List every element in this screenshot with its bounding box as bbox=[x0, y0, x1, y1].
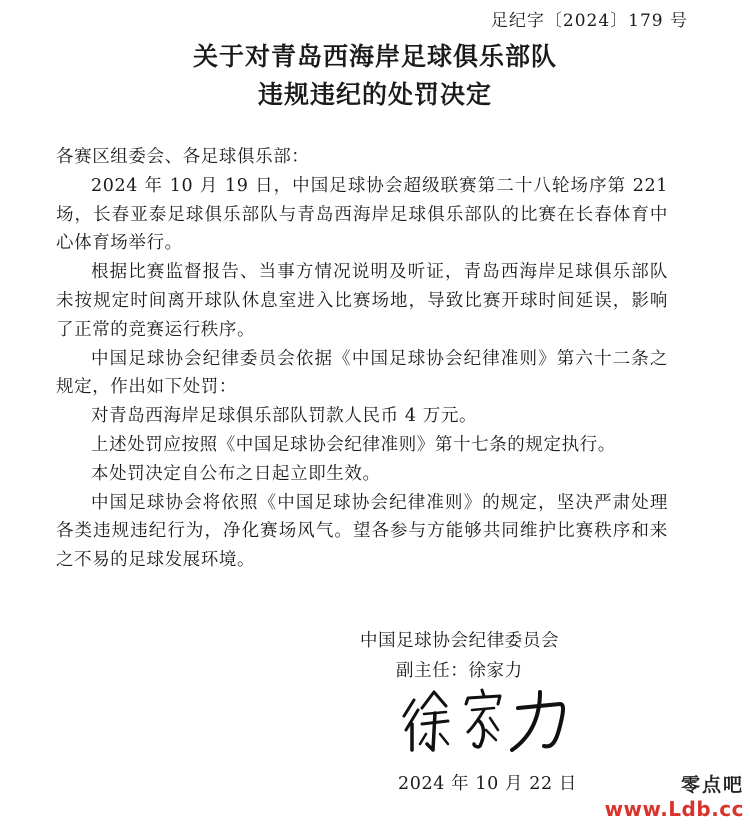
watermark-url: www.Ldb.cc bbox=[604, 797, 744, 821]
signing-organization: 中国足球协会纪律委员会 bbox=[360, 631, 560, 651]
signature-block bbox=[360, 626, 620, 686]
signatory-role: 副主任：徐家力 bbox=[396, 661, 523, 681]
addressee: 各赛区组委会、各足球俱乐部： bbox=[56, 147, 310, 167]
document-title bbox=[0, 38, 750, 114]
watermark-site-name: 零点吧 bbox=[680, 774, 744, 796]
paragraph-1: 2024 年 10 月 19 日，中国足球协会超级联赛第二十八轮场序第 221 场，长春亚泰足球俱乐部队与青岛西海岸足球俱乐部队的比赛在长春体育中心体育场举行。 bbox=[56, 175, 668, 254]
title-line-2: 违规违纪的处罚决定 bbox=[257, 80, 492, 109]
paragraph-2: 根据比赛监督报告、当事方情况说明及听证，青岛西海岸足球俱乐部队未按规定时间离开球队休息室进入比赛场地，导致比赛开球时间延误，影响了正常的竞赛运行秩序。 bbox=[56, 262, 668, 340]
paragraph-3: 中国足球协会纪律委员会依据《中国足球协会纪律准则》第六十二条之规定，作出如下处罚： bbox=[56, 348, 668, 398]
paragraph-6: 本处罚决定自公布之日起立即生效。 bbox=[91, 463, 381, 484]
title-line-1: 关于对青岛西海岸足球俱乐部队 bbox=[192, 42, 557, 71]
paragraph-7: 中国足球协会将依照《中国足球协会纪律准则》的规定，坚决严肃处理各类违规违纪行为，净化赛场风气。望各参与方能够共同维护比赛秩序和来之不易的足球发展环境。 bbox=[56, 492, 668, 571]
signing-date: 2024 年 10 月 22 日 bbox=[398, 774, 577, 794]
document-number: 足纪字〔2024〕179 号 bbox=[490, 11, 688, 31]
document-body bbox=[56, 143, 668, 575]
watermark bbox=[605, 770, 744, 821]
paragraph-5: 上述处罚应按照《中国足球协会纪律准则》第十七条的规定执行。 bbox=[91, 434, 616, 455]
handwritten-signature bbox=[400, 686, 570, 756]
paragraph-4: 对青岛西海岸足球俱乐部队罚款人民币 4 万元。 bbox=[91, 406, 478, 427]
